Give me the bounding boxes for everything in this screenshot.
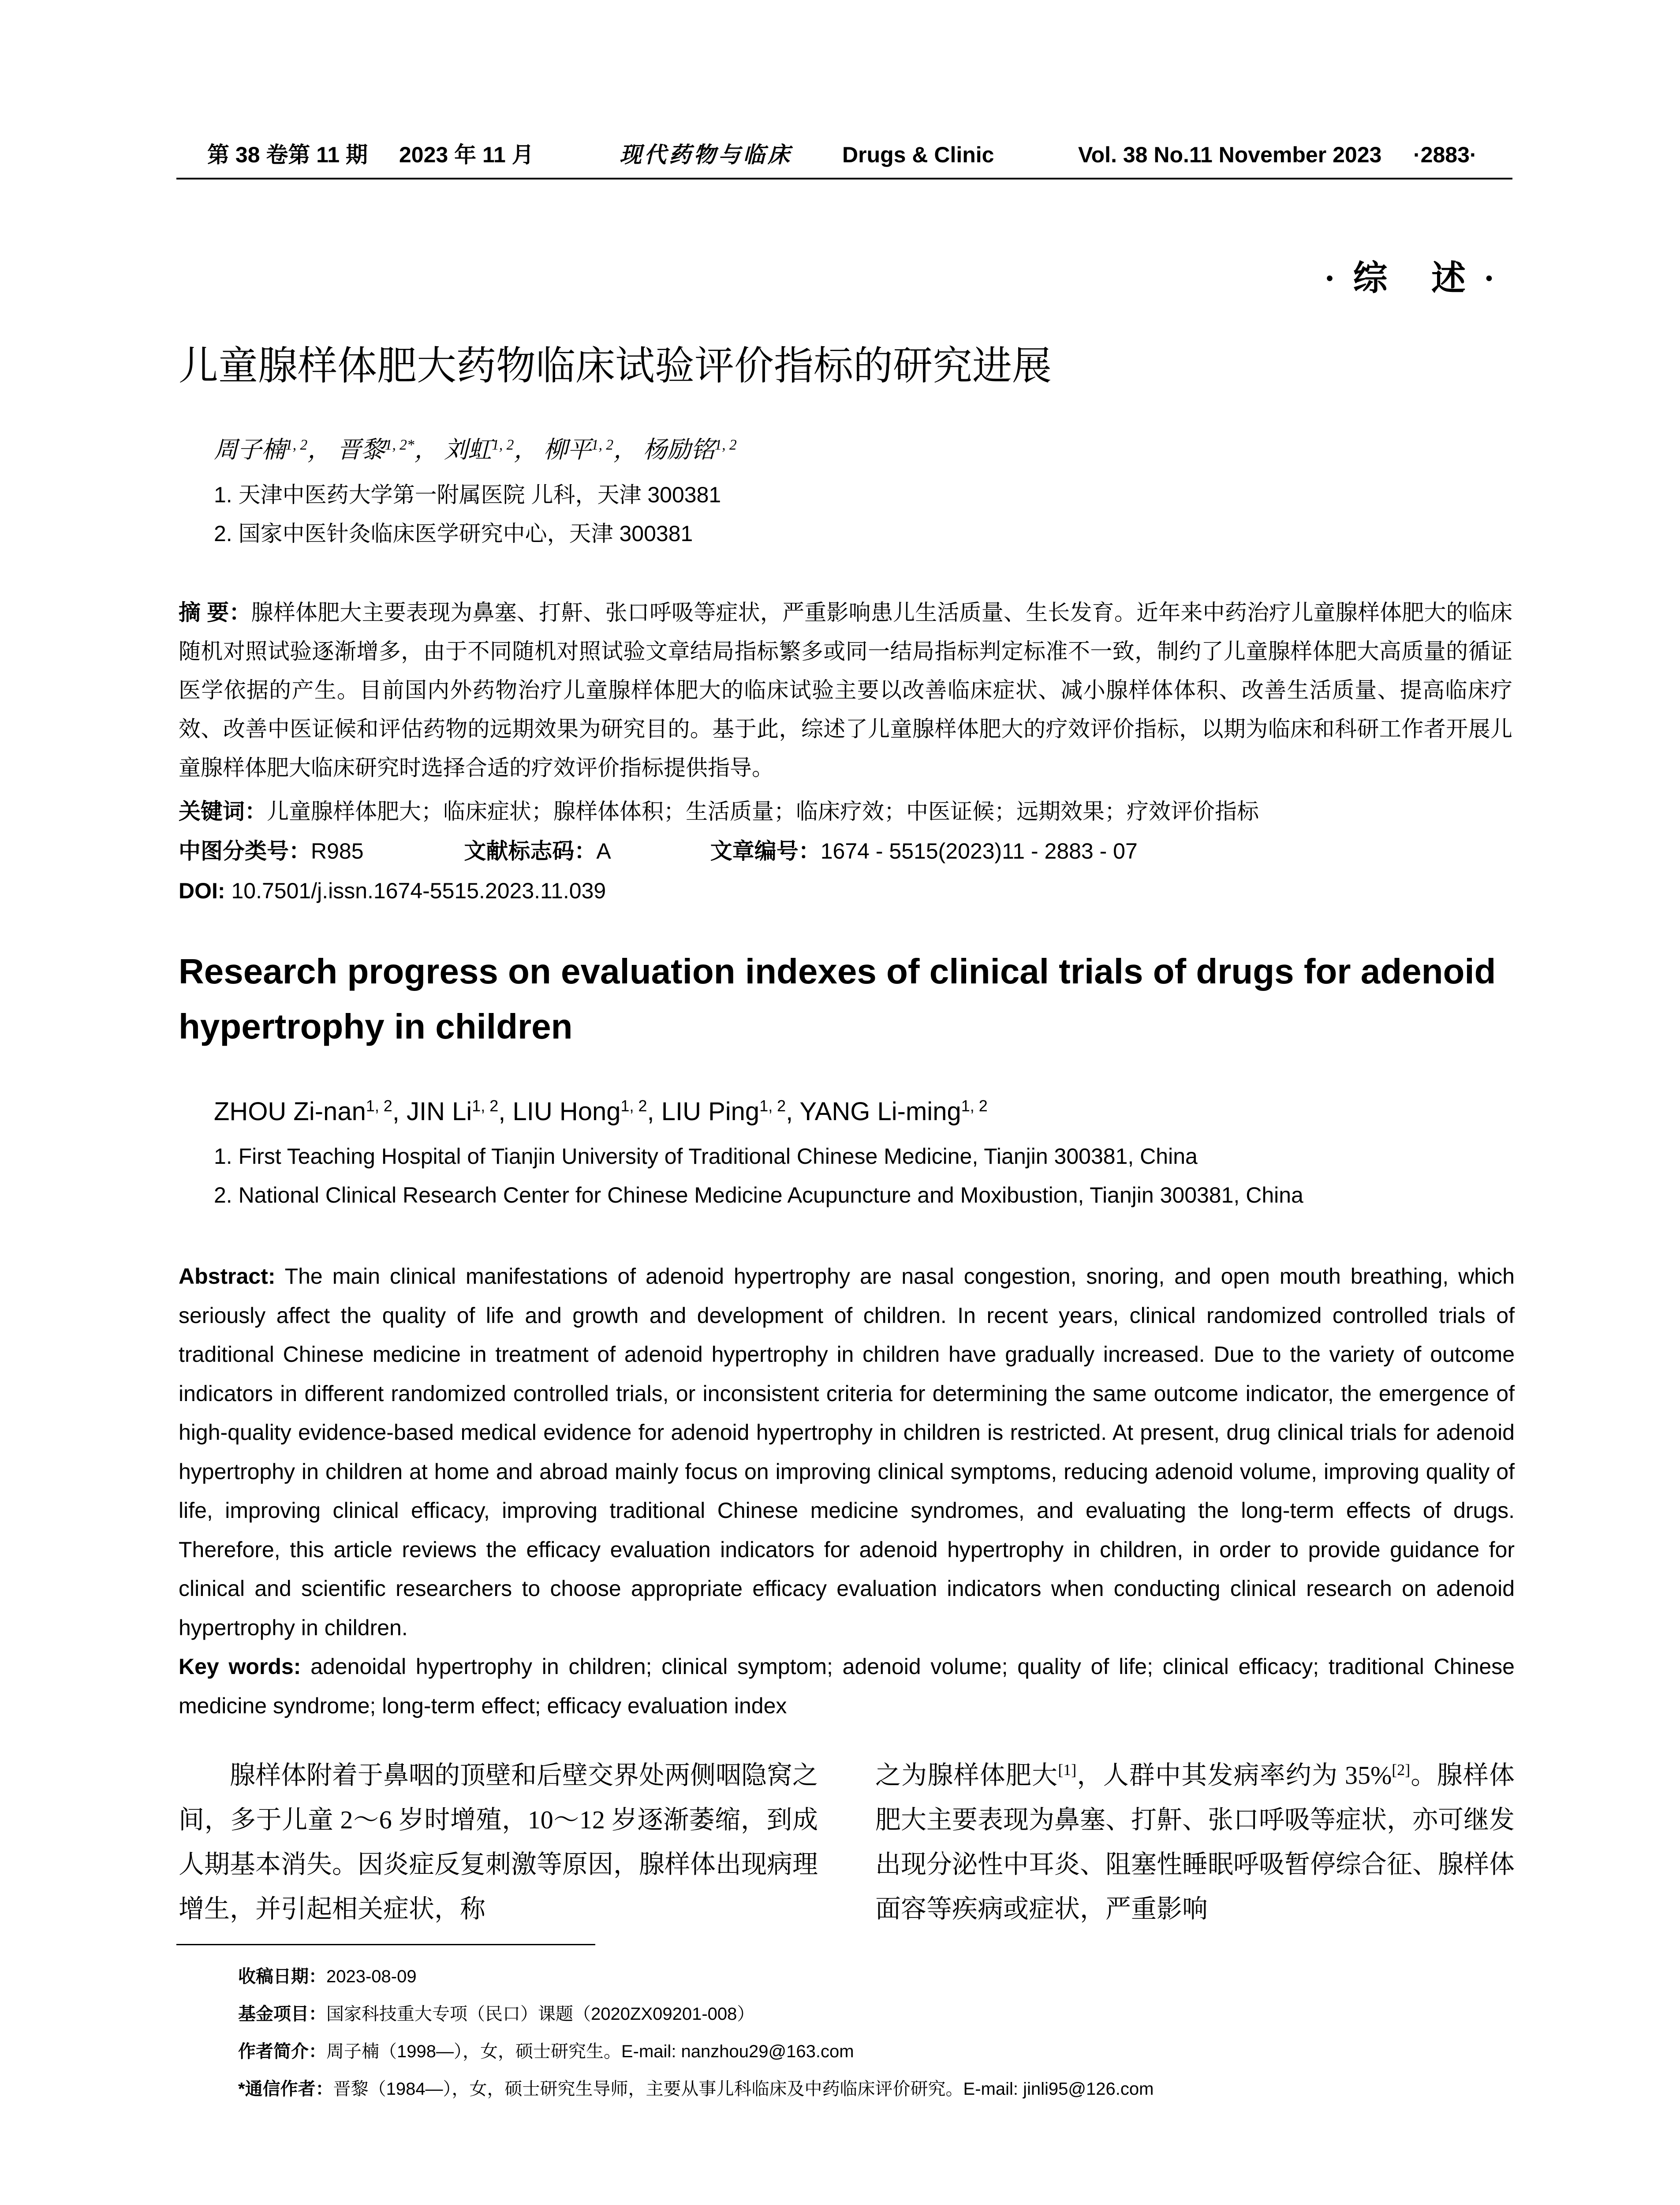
cn-author: 晋黎$^{1, 2*}$， — [337, 437, 438, 463]
cn-affiliation-2: 2. 国家中医针灸临床医学研究中心，天津 300381 — [214, 521, 693, 546]
footnote-rule — [176, 1944, 595, 1945]
doc-code-value: A — [596, 839, 610, 863]
clc-label: 中图分类号： — [179, 839, 311, 863]
header-page-number: ·2883· — [1413, 142, 1477, 167]
en-author: LIU Ping$^{1, 2}$, — [661, 1097, 800, 1126]
en-author: LIU Hong$^{1, 2}$, — [512, 1097, 661, 1126]
cn-author: 杨励铭$^{1, 2}$ — [643, 437, 737, 463]
header-volume-issue: 第 38 卷第 11 期 — [207, 142, 368, 167]
footnote-author-info: 作者简介：周子楠（1998—），女，硕士研究生。E-mail: nanzhou29@163.com — [238, 2042, 854, 2061]
header-date: 2023 年 11 月 — [399, 142, 534, 167]
cn-author: 刘虹$^{1, 2}$， — [444, 437, 538, 463]
section-tag: ·综 述· — [1324, 259, 1512, 297]
header-rule — [176, 178, 1512, 179]
header-journal-cn: 现代药物与临床 — [620, 142, 792, 167]
en-title: Research progress on evaluation indexes of clinical trials of drugs for adenoid hypertrophy in children — [179, 952, 1496, 1046]
header-volume-en: Vol. 38 No.11 November 2023 — [1078, 142, 1382, 167]
footnote-fund: 基金项目：国家科技重大专项（民口）课题（2020ZX09201-008） — [238, 2004, 755, 2024]
cn-keywords: 关键词：儿童腺样体肥大；临床症状；腺样体体积；生活质量；临床疗效；中医证候；远期效果；疗效评价指标 — [179, 799, 1259, 824]
cn-abstract-label: 摘 要： — [179, 600, 251, 625]
cn-author: 周子楠$^{1, 2}$， — [214, 437, 332, 463]
en-author: ZHOU Zi-nan$^{1, 2}$, — [214, 1097, 407, 1126]
en-affiliation-1: 1. First Teaching Hospital of Tianjin University of Traditional Chinese Medicine, Tianjin 300381, China — [214, 1144, 1198, 1169]
en-keywords-text: adenoidal hypertrophy in children; clinical symptom; adenoid volume; quality of life; clinical efficacy; traditional Chinese medicine syndrome; long-term effect; efficacy evaluation index — [179, 1654, 1515, 1718]
article-no-value: 1674 - 5515(2023)11 - 2883 - 07 — [820, 839, 1138, 863]
cn-classification-row — [179, 836, 1138, 867]
en-affiliation-2: 2. National Clinical Research Center for Chinese Medicine Acupuncture and Moxibustion, Tianjin 300381, China — [214, 1183, 1303, 1207]
en-author: YANG Li-ming$^{1, 2}$ — [799, 1097, 988, 1126]
footnote-corresponding-author: *通信作者：晋黎（1984—），女，硕士研究生导师，主要从事儿科临床及中药临床评价研究。E-mail: jinli95@126.com — [238, 2079, 1154, 2099]
cn-author-list — [214, 434, 737, 465]
body-left-column: 腺样体附着于鼻咽的顶壁和后壁交界处两侧咽隐窝之间，多于儿童 2～6 岁时增殖，10～12 岁逐渐萎缩，到成人期基本消失。因炎症反复刺激等原因，腺样体出现病理增生，并引起相关症状，称 — [179, 1761, 818, 1923]
en-keywords-label: Key words: — [179, 1654, 301, 1679]
en-author: JIN Li$^{1, 2}$, — [407, 1097, 513, 1126]
cn-affiliation-1: 1. 天津中医药大学第一附属医院 儿科，天津 300381 — [214, 482, 721, 507]
cn-title: 儿童腺样体肥大药物临床试验评价指标的研究进展 — [179, 344, 1052, 388]
header-journal-en: Drugs & Clinic — [842, 142, 994, 167]
cn-abstract — [179, 593, 1512, 787]
citation-ref-2[interactable]: [2] — [1392, 1761, 1411, 1779]
cn-author: 柳平$^{1, 2}$， — [543, 437, 638, 463]
en-abstract-label: Abstract: — [179, 1264, 276, 1289]
en-abstract — [179, 1257, 1515, 1725]
body-right-column: 之为腺样体肥大[1]，人群中其发病率约为 35%[2]。腺样体肥大主要表现为鼻塞、打鼾、张口呼吸等症状，亦可继发出现分泌性中耳炎、阻塞性睡眠呼吸暂停综合征、腺样体面容等疾病或症状，严重影响 — [875, 1761, 1515, 1923]
citation-ref-1[interactable]: [1] — [1058, 1761, 1077, 1779]
doc-code-label: 文献标志码： — [464, 839, 597, 863]
article-no-label: 文章编号： — [710, 839, 821, 863]
clc-value: R985 — [311, 839, 364, 863]
en-abstract-text: The main clinical manifestations of adenoid hypertrophy are nasal congestion, snoring, and open mouth breathing, which seriously affect the quality of life and growth and development of children. In recent years, clinical randomized controlled trials of traditional Chinese medicine in treatment of adenoid hypertrophy in children have gradually increased. Due to the variety of outcome indicators in different randomized controlled trials, or inconsistent criteria for determining the same outcome indicator, the emergence of high-quality evidence-based medical evidence for adenoid hypertrophy in children is restricted. At present, drug clinical trials for adenoid hypertrophy in children at home and abroad mainly focus on improving clinical symptoms, reducing adenoid volume, improving quality of life, improving clinical efficacy, improving traditional Chinese medicine syndromes, and evaluating the long-term effects of drugs. Therefore, this article reviews the efficacy evaluation indicators for adenoid hypertrophy in children, in order to provide guidance for clinical and scientific researchers to choose appropriate efficacy evaluation indicators when conducting clinical research on adenoid hypertrophy in children. — [179, 1264, 1515, 1640]
cn-abstract-text: 腺样体肥大主要表现为鼻塞、打鼾、张口呼吸等症状，严重影响患儿生活质量、生长发育。近年来中药治疗儿童腺样体肥大的临床随机对照试验逐渐增多，由于不同随机对照试验文章结局指标繁多或同一结局指标判定标准不一致，制约了儿童腺样体肥大高质量的循证医学依据的产生。目前国内外药物治疗儿童腺样体肥大的临床试验主要以改善临床症状、减小腺样体体积、改善生活质量、提高临床疗效、改善中医证候和评估药物的远期效果为研究目的。基于此，综述了儿童腺样体肥大的疗效评价指标，以期为临床和科研工作者开展儿童腺样体肥大临床研究时选择合适的疗效评价指标提供指导。 — [179, 600, 1512, 780]
doi: DOI: 10.7501/j.issn.1674-5515.2023.11.039 — [179, 878, 606, 903]
en-author-list — [214, 1096, 988, 1128]
footnote-received: 收稿日期：2023-08-09 — [238, 1967, 417, 1986]
